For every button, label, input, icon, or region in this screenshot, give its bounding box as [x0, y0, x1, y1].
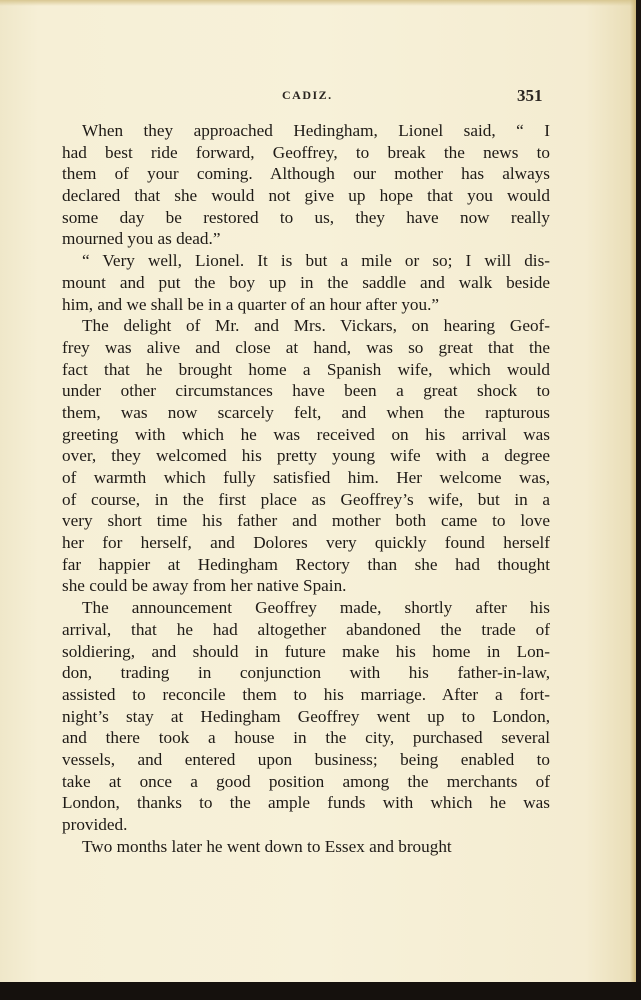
- text-line: very short time his father and mother both came to love: [62, 511, 550, 531]
- scan-bottom-edge: [0, 982, 641, 1000]
- text-line: them of your coming. Although our mother has always: [62, 164, 550, 184]
- text-line: vessels, and entered upon business; being enabled to: [62, 749, 550, 769]
- text-line: night’s stay at Hedingham Geoffrey went up to London,: [62, 706, 550, 726]
- page-right-edge: [630, 0, 636, 982]
- text-line: declared that she would not give up hope that you would: [62, 186, 550, 206]
- text-line: arrival, that he had altogether abandoned the trade of: [62, 619, 550, 639]
- paragraph: [62, 836, 550, 858]
- running-head: [0, 88, 636, 108]
- text-line: she could be away from her native Spain.: [62, 576, 347, 596]
- text-line: When they approached Hedingham, Lionel said, “ I: [82, 121, 550, 140]
- text-line: mourned you as dead.”: [62, 229, 221, 249]
- text-line: greeting with which he was received on his arrival was: [62, 424, 550, 444]
- text-line: far happier at Hedingham Rectory than she had thought: [62, 554, 550, 574]
- text-line: soldiering, and should in future make his home in Lon-: [62, 641, 550, 661]
- paragraph: [62, 250, 550, 315]
- body-text: [62, 120, 550, 857]
- text-line: provided.: [62, 815, 128, 834]
- text-line: London, thanks to the ample funds with which he was: [62, 793, 550, 813]
- text-line: Two months later he went down to Essex and brought: [82, 836, 452, 856]
- text-line: frey was alive and close at hand, was so great that the: [62, 337, 550, 357]
- text-line: mount and put the boy up in the saddle and walk beside: [62, 272, 550, 292]
- text-line: had best ride forward, Geoffrey, to break the news to: [62, 142, 550, 162]
- text-line: don, trading in conjunction with his father-in-law,: [62, 663, 550, 683]
- text-line: her for herself, and Dolores very quickly found herself: [62, 533, 550, 553]
- page-number: 351: [517, 86, 543, 105]
- text-line: and there took a house in the city, purchased several: [62, 728, 550, 748]
- text-line: of course, in the first place as Geoffrey’s wife, but in a: [62, 489, 550, 509]
- page-top-edge: [0, 0, 636, 6]
- text-line: take at once a good position among the merchants of: [62, 771, 550, 791]
- paragraph: [62, 120, 550, 250]
- paragraph: [62, 315, 550, 597]
- text-line: them, was now scarcely felt, and when the rapturous: [62, 402, 550, 422]
- text-line: him, and we shall be in a quarter of an hour after you.”: [62, 294, 440, 314]
- text-line: The delight of Mr. and Mrs. Vickars, on hearing Geof-: [82, 316, 550, 336]
- text-line: of warmth which fully satisfied him. Her welcome was,: [62, 468, 550, 487]
- text-line: under other circumstances have been a great shock to: [62, 381, 550, 401]
- running-title: CADIZ.: [282, 88, 333, 102]
- paragraph: [62, 597, 550, 836]
- text-line: fact that he brought home a Spanish wife, which would: [62, 359, 550, 379]
- text-line: “ Very well, Lionel. It is but a mile or so; I will dis-: [82, 251, 550, 271]
- text-line: The announcement Geoffrey made, shortly after his: [82, 598, 550, 618]
- text-line: assisted to reconcile them to his marriage. After a fort-: [62, 684, 550, 704]
- text-line: some day be restored to us, they have now really: [62, 207, 550, 227]
- text-line: over, they welcomed his pretty young wife with a degree: [62, 446, 550, 466]
